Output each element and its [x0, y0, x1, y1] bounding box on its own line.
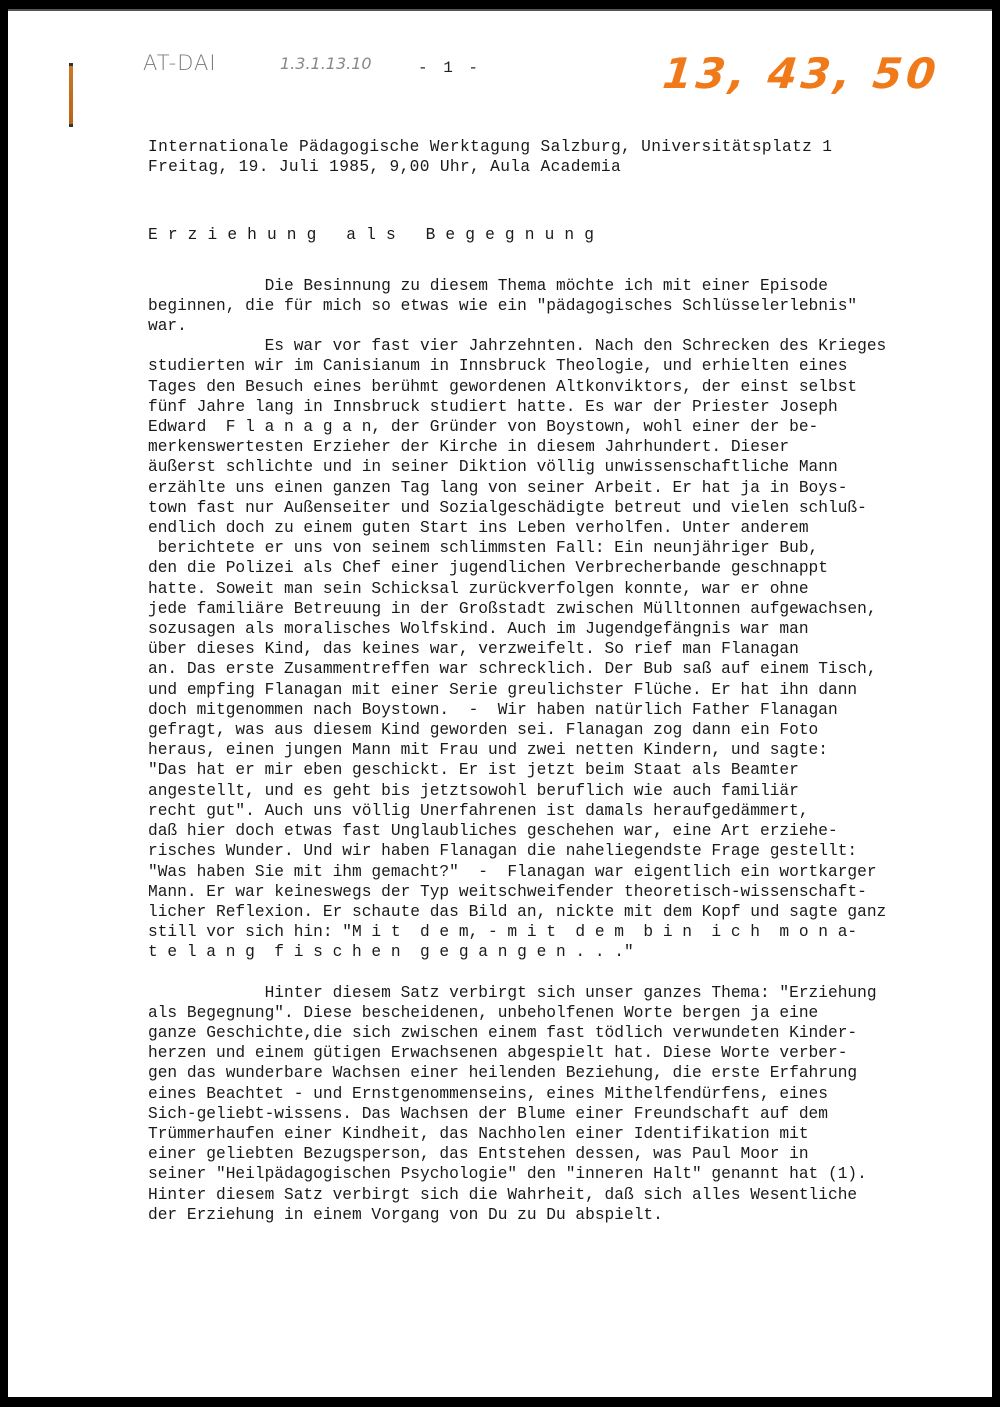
text-line: den die Polizei als Chef einer jugendlichen Verbrecherbande geschnappt: [148, 559, 828, 578]
text-line: fünf Jahre lang in Innsbruck studiert hatte. Es war der Priester Joseph: [148, 397, 838, 416]
text-line: herzen und einem gütigen Erwachsenen abgespielt hat. Diese Worte verber-: [148, 1044, 848, 1063]
text-line: hatte. Soweit man sein Schicksal zurückverfolgen konnte, war er ohne: [148, 579, 809, 598]
text-line: merkenswertesten Erzieher der Kirche in diesem Jahrhundert. Dieser: [148, 438, 790, 457]
text-line: erzählte uns einen ganzen Tag lang von seiner Arbeit. Er hat ja in Boys-: [148, 478, 848, 497]
text-line: Die Besinnung zu diesem Thema möchte ich mit einer Episode: [148, 276, 828, 295]
text-line: licher Reflexion. Er schaute das Bild an, nickte mit dem Kopf und sagte ganz: [148, 902, 887, 921]
document-body: [148, 137, 968, 1225]
text-line: berichtete er uns von seinem schlimmsten Fall: Ein neunjähriger Bub,: [148, 539, 819, 558]
document-page: [8, 9, 992, 1397]
paragraph: [148, 983, 888, 1225]
text-line: Trümmerhaufen einer Kindheit, das Nachholen einer Identifikation mit: [148, 1124, 809, 1143]
text-line: über dieses Kind, das keines war, verzweifelt. So rief man Flanagan: [148, 640, 799, 659]
paragraph: [148, 276, 888, 337]
text-line: als Begegnung". Diese bescheidenen, unbeholfenen Worte bergen ja eine: [148, 1003, 819, 1022]
text-line: an. Das erste Zusammentreffen war schrecklich. Der Bub saß auf einem Tisch,: [148, 660, 877, 679]
text-line: sozusagen als moralisches Wolfskind. Auch im Jugendgefängnis war man: [148, 620, 809, 639]
text-line: doch mitgenommen nach Boystown. - Wir haben natürlich Father Flanagan: [148, 700, 838, 719]
text-line: "Was haben Sie mit ihm gemacht?" - Flanagan war eigentlich ein wortkarger: [148, 862, 877, 881]
text-line: beginnen, die für mich so etwas wie ein "pädagogisches Schlüsselerlebnis": [148, 296, 858, 315]
text-line: risches Wunder. Und wir haben Flanagan die naheliegendste Frage gestellt:: [148, 842, 858, 861]
text-line: seiner "Heilpädagogischen Psychologie" den "inneren Halt" genannt hat (1).: [148, 1165, 867, 1184]
text-line: jede familiäre Betreuung in der Großstadt zwischen Mülltonnen aufgewachsen,: [148, 599, 877, 618]
margin-marker: [69, 63, 73, 127]
text-line: Hinter diesem Satz verbirgt sich unser ganzes Thema: "Erziehung: [148, 983, 877, 1002]
text-line: Mann. Er war keineswegs der Typ weitschweifender theoretisch-wissenschaft-: [148, 882, 867, 901]
text-line: t e l a n g f i s c h e n g e g a n g e n . . .": [148, 943, 634, 962]
text-line: Edward F l a n a g a n, der Gründer von Boystown, wohl einer der be-: [148, 418, 819, 437]
text-line: town fast nur Außenseiter und Sozialgeschädigte betreut und vielen schluß-: [148, 498, 867, 517]
text-line: und empfing Flanagan mit einer Serie greulichster Flüche. Er hat ihn dann: [148, 680, 858, 699]
handwritten-code: 13, 43, 50: [660, 49, 943, 98]
paragraph-gap: [148, 963, 888, 983]
body-text: [148, 276, 888, 1225]
paragraph: [148, 336, 888, 962]
text-line: Hinter diesem Satz verbirgt sich die Wahrheit, daß sich alles Wesentliche: [148, 1185, 858, 1204]
text-line: gefragt, was aus diesem Kind geworden sei. Flanagan zog dann ein Foto: [148, 721, 819, 740]
text-line: recht gut". Auch uns völlig Unerfahrenen ist damals heraufgedämmert,: [148, 801, 809, 820]
header-date: Freitag, 19. Juli 1985, 9,00 Uhr, Aula Academia: [148, 158, 622, 177]
header-venue: Internationale Pädagogische Werktagung Salzburg, Universitätsplatz 1: [148, 138, 833, 156]
text-line: einer geliebten Bezugsperson, das Entstehen dessen, was Paul Moor in: [148, 1145, 809, 1164]
text-line: heraus, einen jungen Mann mit Frau und zwei netten Kindern, und sagte:: [148, 741, 828, 760]
text-line: war.: [148, 317, 187, 336]
text-line: ganze Geschichte,die sich zwischen einem fast tödlich verwundeten Kinder-: [148, 1023, 858, 1042]
text-line: "Das hat er mir eben geschickt. Er ist jetzt beim Staat als Beamter: [148, 761, 799, 780]
text-line: Tages den Besuch eines berühmt gewordenen Altkonviktors, der einst selbst: [148, 377, 858, 396]
text-line: still vor sich hin: "M i t d e m, - m i t d e m b i n i c h m o n a-: [148, 923, 858, 942]
page-number: - 1 -: [418, 59, 482, 77]
text-line: gen das wunderbare Wachsen einer heilenden Beziehung, die erste Erfahrung: [148, 1064, 858, 1083]
archive-id: AT-DAI: [143, 51, 217, 75]
text-line: Es war vor fast vier Jahrzehnten. Nach den Schrecken des Krieges: [148, 337, 887, 356]
text-line: daß hier doch etwas fast Unglaubliches geschehen war, eine Art erziehe-: [148, 822, 838, 841]
text-line: der Erziehung in einem Vorgang von Du zu Du abspielt.: [148, 1205, 663, 1224]
text-line: äußerst schlichte und in seiner Diktion völlig unwissenschaftliche Mann: [148, 458, 838, 477]
text-line: endlich doch zu einem guten Start ins Leben verholfen. Unter anderem: [148, 519, 809, 538]
archive-number: 1.3.1.13.10: [280, 54, 372, 73]
text-line: eines Beachtet - und Ernstgenommenseins, eines Mithelfendürfens, eines: [148, 1084, 828, 1103]
text-line: Sich-geliebt-wissens. Das Wachsen der Blume einer Freundschaft auf dem: [148, 1104, 828, 1123]
text-line: angestellt, und es geht bis jetztsowohl beruflich wie auch familiär: [148, 781, 799, 800]
text-line: studierten wir im Canisianum in Innsbruck Theologie, und erhielten eines: [148, 357, 848, 376]
document-title: E r z i e h u n g a l s B e g e g n u n g: [148, 226, 595, 245]
